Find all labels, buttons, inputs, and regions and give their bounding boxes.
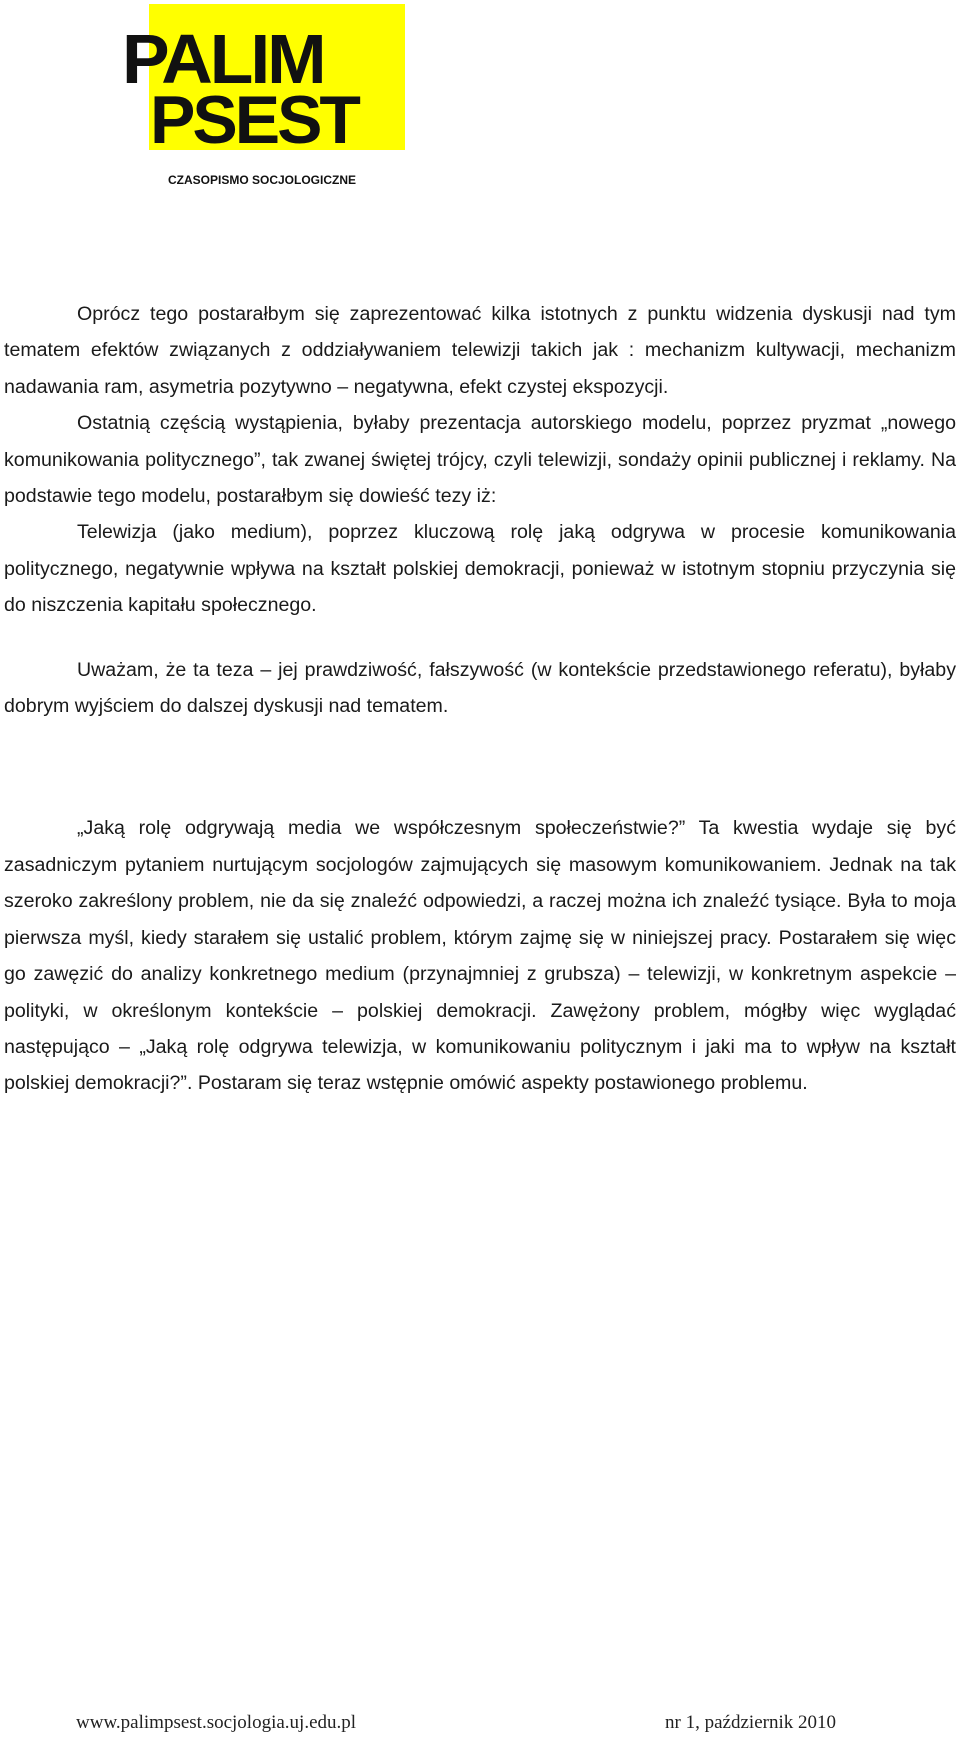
paragraph-model: Ostatnią częścią wystąpienia, byłaby prezentacja autorskiego modelu, poprzez pryzmat „nowego komunikowania politycznego”, tak zwanej świętej trójcy, czyli telewizji, sondaży opinii publicznej i reklamy. Na podstawie tego modelu, postarałbym się dowieść tezy iż: [4, 412, 956, 508]
journal-logo [122, 4, 422, 190]
section-spacer [4, 724, 956, 810]
logo-title-line-2: PSEST [150, 82, 358, 158]
paragraph-thesis: Telewizja (jako medium), poprzez kluczową rolę jaką odgrywa w procesie komunikowania politycznego, negatywnie wpływa na kształt polskiej demokracji, ponieważ w istotnym stopniu przyczynia się do niszczenia kapitału społecznego. [4, 521, 956, 617]
paragraph-discussion: Uważam, że ta teza – jej prawdziwość, fałszywość (w kontekście przedstawionego referatu), byłaby dobrym wyjściem do dalszej dyskusji nad tematem. [4, 658, 956, 718]
logo-subtitle: CZASOPISMO SOCJOLOGICZNE [168, 173, 357, 187]
footer-issue-info: nr 1, październik 2010 [665, 1712, 836, 1733]
paragraph-effects: Oprócz tego postarałbym się zaprezentować kilka istotnych z punktu widzenia dyskusji nad tym tematem efektów związanych z oddziaływaniem telewizji takich jak : mechanizm kultywacji, mechanizm nadawania ram, asymetria pozytywno – negatywna, efekt czystej ekspozycji. [4, 303, 956, 398]
footer-website-link[interactable]: www.palimpsest.socjologia.uj.edu.pl [76, 1712, 357, 1733]
logo-title-line-1: PALIM [122, 20, 324, 98]
paragraph-problem: „Jaką rolę odgrywają media we współczesnym społeczeństwie?” Ta kwestia wydaje się być zasadniczym pytaniem nurtującym socjologów zajmujących się masowym komunikowaniem. Jednak na tak szeroko zakreślony problem, nie da się znaleźć odpowiedzi, a raczej można ich znaleźć tysiące. Była to moja pierwsza myśl, kiedy starałem się ustalić problem, którym zajmę się w niniejszej pracy. Postarałem się więc go zawęzić do analizy konkretnego medium (przynajmniej z grubsza) – telewizji, w konkretnym aspekcie – polityki, w określonym kontekście – polskiej demokracji. Zawężony problem, mógłby więc wyglądać następująco – „Jaką rolę odgrywa telewizja, w komunikowaniu politycznym i jaki ma to wpływ na kształt polskiej demokracji?”. Postaram się teraz wstępnie omówić aspekty postawionego problemu. [4, 817, 956, 1095]
paragraph-spacer [4, 624, 956, 652]
document-body [4, 296, 956, 1102]
